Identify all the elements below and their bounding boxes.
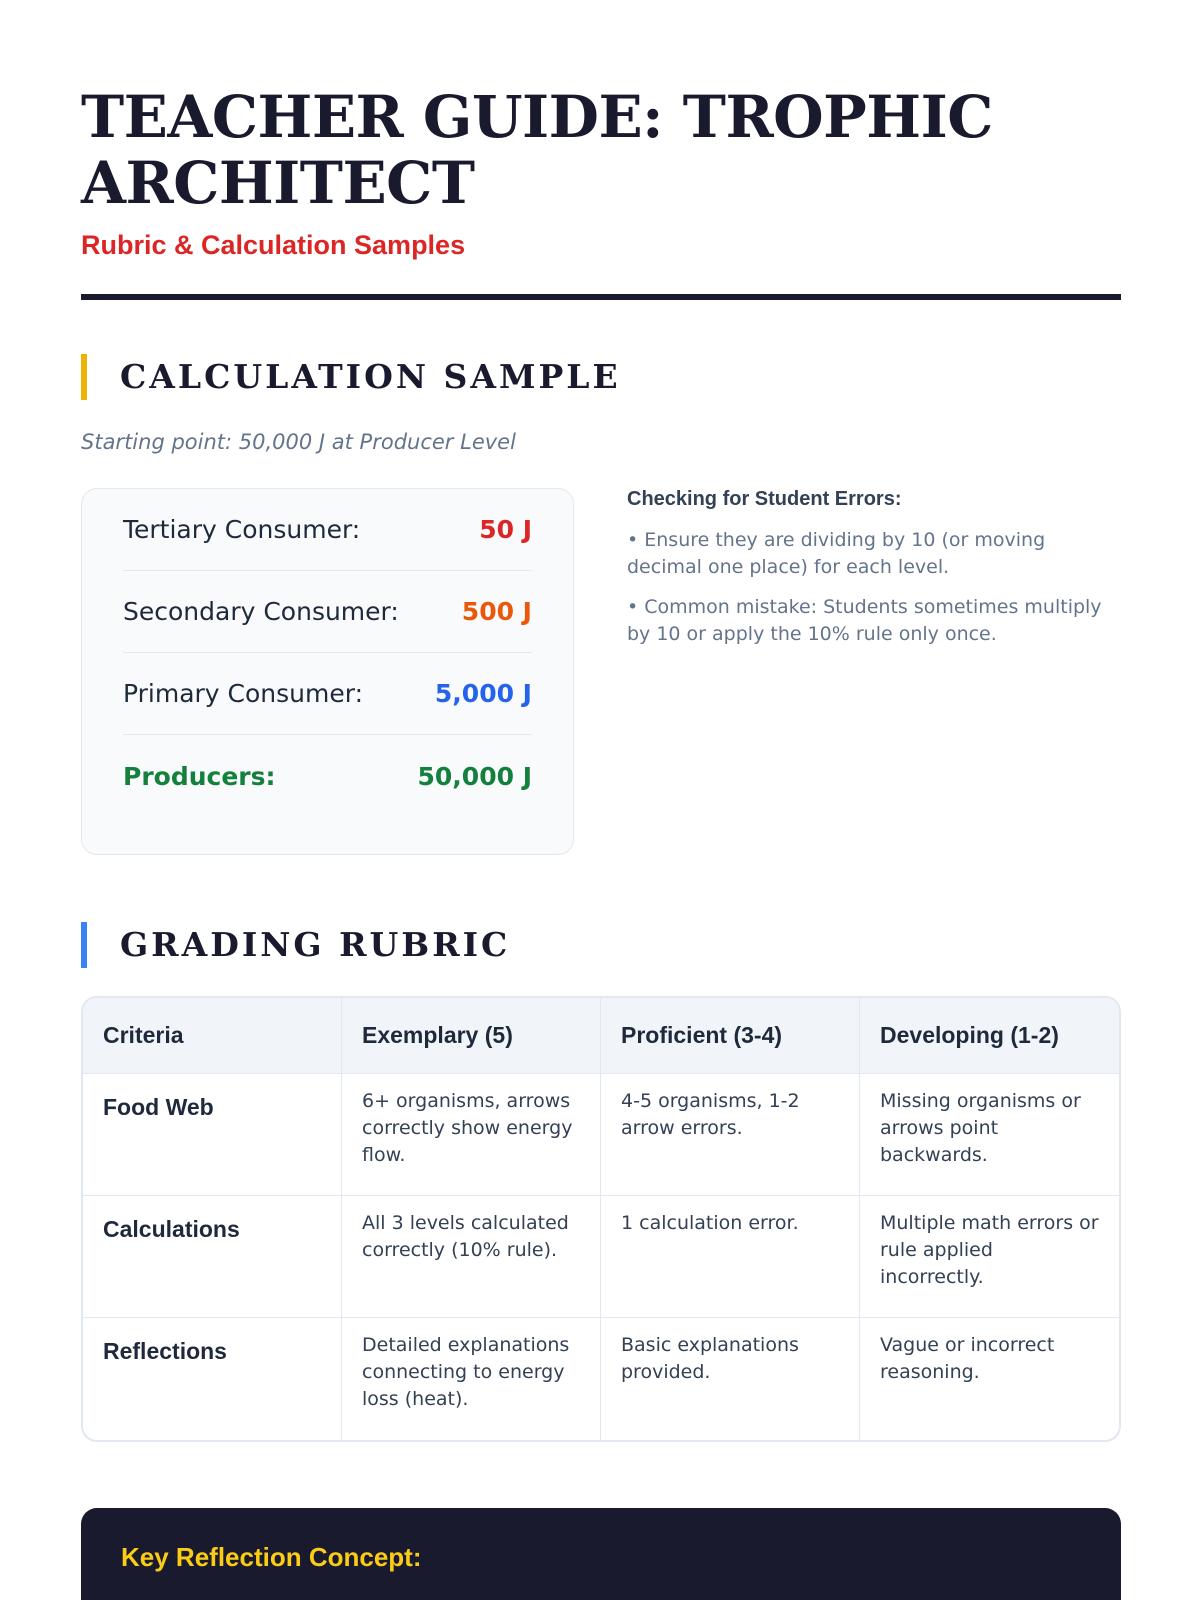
criteria-cell: Calculations	[83, 1196, 342, 1318]
calc-label: Secondary Consumer:	[123, 597, 399, 626]
table-cell: 1 calculation error.	[601, 1196, 860, 1318]
starting-point-note: Starting point: 50,000 J at Producer Level	[81, 430, 516, 454]
column-header: Proficient (3-4)	[601, 998, 860, 1074]
calculation-card	[81, 488, 574, 855]
key-reflection-box	[81, 1508, 1121, 1600]
calc-row-producers	[123, 735, 532, 817]
table-cell: Detailed explanations connecting to energy loss (heat).	[342, 1318, 601, 1440]
table-row	[83, 1074, 1119, 1196]
table-row	[83, 1318, 1119, 1440]
calculation-sample-heading: CALCULATION SAMPLE	[81, 354, 621, 400]
table-cell: Vague or incorrect reasoning.	[880, 1334, 1055, 1383]
key-reflection-title: Key Reflection Concept:	[121, 1542, 422, 1572]
calc-value: 5,000 J	[434, 679, 532, 708]
grading-rubric-heading: GRADING RUBRIC	[81, 922, 510, 968]
column-header: Criteria	[83, 998, 342, 1074]
table-row	[83, 1196, 1119, 1318]
table-cell: Basic explanations provided.	[601, 1318, 860, 1440]
table-header-row	[83, 998, 1119, 1074]
student-errors-title: Checking for Student Errors:	[627, 488, 902, 510]
table-cell: All 3 levels calculated correctly (10% rule).	[342, 1196, 601, 1318]
criteria-cell: Reflections	[83, 1318, 342, 1440]
page-title: TEACHER GUIDE: TROPHIC ARCHITECT	[81, 83, 993, 217]
column-header: Exemplary (5)	[342, 998, 601, 1074]
table-cell: 4-5 organisms, 1-2 arrow errors.	[601, 1074, 860, 1196]
calc-row-secondary	[123, 571, 532, 653]
calc-value: 50,000 J	[417, 761, 532, 791]
student-errors-panel	[627, 488, 1121, 661]
calc-value: 500 J	[461, 597, 532, 626]
grading-rubric-table	[81, 996, 1121, 1442]
calc-label: Tertiary Consumer:	[123, 515, 361, 544]
calc-label: Primary Consumer:	[123, 679, 364, 708]
calc-value: 50 J	[479, 515, 532, 544]
calc-label: Producers:	[123, 761, 276, 791]
page-subtitle: Rubric & Calculation Samples	[81, 230, 466, 260]
error-tip: • Ensure they are dividing by 10 (or moving decimal one place) for each level.	[627, 529, 1046, 578]
calc-row-tertiary	[123, 489, 532, 571]
column-header: Developing (1-2)	[860, 998, 1119, 1074]
table-cell: Multiple math errors or rule applied incorrectly.	[860, 1196, 1119, 1318]
criteria-cell: Food Web	[83, 1074, 342, 1196]
table-cell: Missing organisms or arrows point backwards.	[860, 1074, 1119, 1196]
header-divider	[81, 294, 1121, 300]
table-cell: 6+ organisms, arrows correctly show energy flow.	[342, 1074, 601, 1196]
error-tip: • Common mistake: Students sometimes multiply by 10 or apply the 10% rule only once.	[627, 596, 1102, 645]
calc-row-primary	[123, 653, 532, 735]
